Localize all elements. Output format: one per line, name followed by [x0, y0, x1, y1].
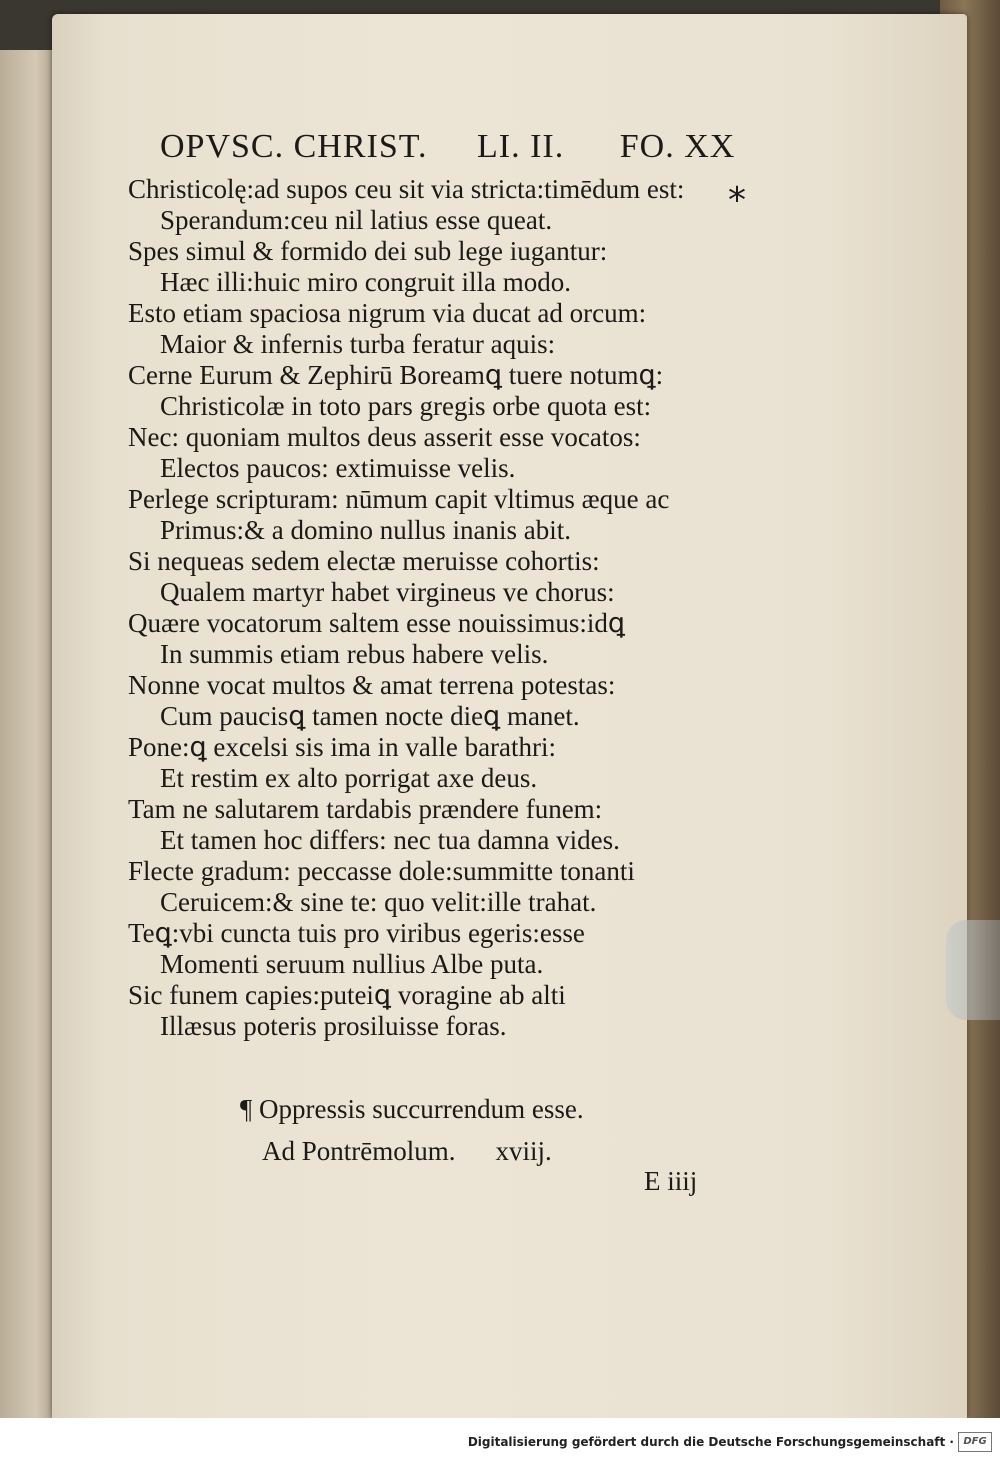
poem-line: Electos paucos: extimuisse velis.: [160, 453, 516, 483]
poem-line: Cum paucisꝗ tamen nocte dieꝗ manet.: [160, 701, 580, 731]
header-book: LI. II.: [477, 128, 565, 165]
poem-line: Teꝗ:vbi cuncta tuis pro viribus egeris:esse: [128, 918, 585, 948]
poem-text: [128, 174, 768, 1042]
poem-line: Et restim ex alto porrigat axe deus.: [160, 763, 538, 793]
poem-line: Flecte gradum: peccasse dole:summitte tonanti: [128, 856, 635, 886]
poem-line: Momenti seruum nullius Albe puta.: [160, 949, 544, 979]
header-title: OPVSC. CHRIST.: [160, 128, 428, 165]
next-heading-number: xviij.: [495, 1136, 552, 1166]
poem-line: Primus:& a domino nullus inanis abit.: [160, 515, 571, 545]
poem-line: Ceruicem:& sine te: quo velit:ille trahat.: [160, 887, 597, 917]
next-heading-line2: [262, 1136, 552, 1167]
poem-line: Hæc illi:huic miro congruit illa modo.: [160, 267, 571, 297]
footer-credit: Digitalisierung gefördert durch die Deutsche Forschungsgemeinschaft ·: [467, 1435, 954, 1449]
poem-line: Perlege scripturam: nūmum capit vltimus æque ac: [128, 484, 670, 514]
poem-line: Qualem martyr habet virgineus ve chorus:: [160, 577, 615, 607]
marginal-asterisk-icon: *: [728, 180, 746, 221]
poem-line: Christicolę:ad supos ceu sit via stricta:timēdum est:: [128, 174, 685, 204]
poem-line: Esto etiam spaciosa nigrum via ducat ad orcum:: [128, 298, 647, 328]
poem-line: Si nequeas sedem electæ meruisse cohortis:: [128, 546, 600, 576]
poem-line: Pone:ꝗ excelsi sis ima in valle barathri:: [128, 732, 557, 762]
poem-line: Spes simul & formido dei sub lege iugantur:: [128, 236, 608, 266]
poem-line: Tam ne salutarem tardabis prændere funem:: [128, 794, 603, 824]
page-marker-tab: [946, 920, 1000, 1020]
next-heading-addressee: Ad Pontrēmolum.: [262, 1136, 456, 1166]
signature-mark: E iiij: [644, 1166, 698, 1196]
poem-line: Nonne vocat multos & amat terrena potestas:: [128, 670, 616, 700]
running-header: [160, 128, 735, 166]
poem-line: Sic funem capies:puteiꝗ voragine ab alti: [128, 980, 566, 1010]
poem-line: Quære vocatorum saltem esse nouissimus:idꝗ: [128, 608, 626, 638]
poem-line: Nec: quoniam multos deus asserit esse vocatos:: [128, 422, 641, 452]
header-folio: FO. XX: [619, 128, 736, 165]
poem-line: Illæsus poteris prosiluisse foras.: [160, 1011, 507, 1041]
dfg-logo: DFG: [958, 1432, 992, 1452]
poem-line: Christicolæ in toto pars gregis orbe quota est:: [160, 391, 652, 421]
footer-bar: [0, 1418, 1000, 1467]
poem-line: Maior & infernis turba feratur aquis:: [160, 329, 556, 359]
poem-line: Cerne Eurum & Zephirū Boreamꝗ tuere notumꝗ:: [128, 360, 664, 390]
poem-line: Sperandum:ceu nil latius esse queat.: [160, 205, 553, 235]
poem-line: Et tamen hoc differs: nec tua damna vides.: [160, 825, 620, 855]
next-heading-line1: ¶ Oppressis succurrendum esse.: [240, 1094, 584, 1124]
poem-line: In summis etiam rebus habere velis.: [160, 639, 549, 669]
